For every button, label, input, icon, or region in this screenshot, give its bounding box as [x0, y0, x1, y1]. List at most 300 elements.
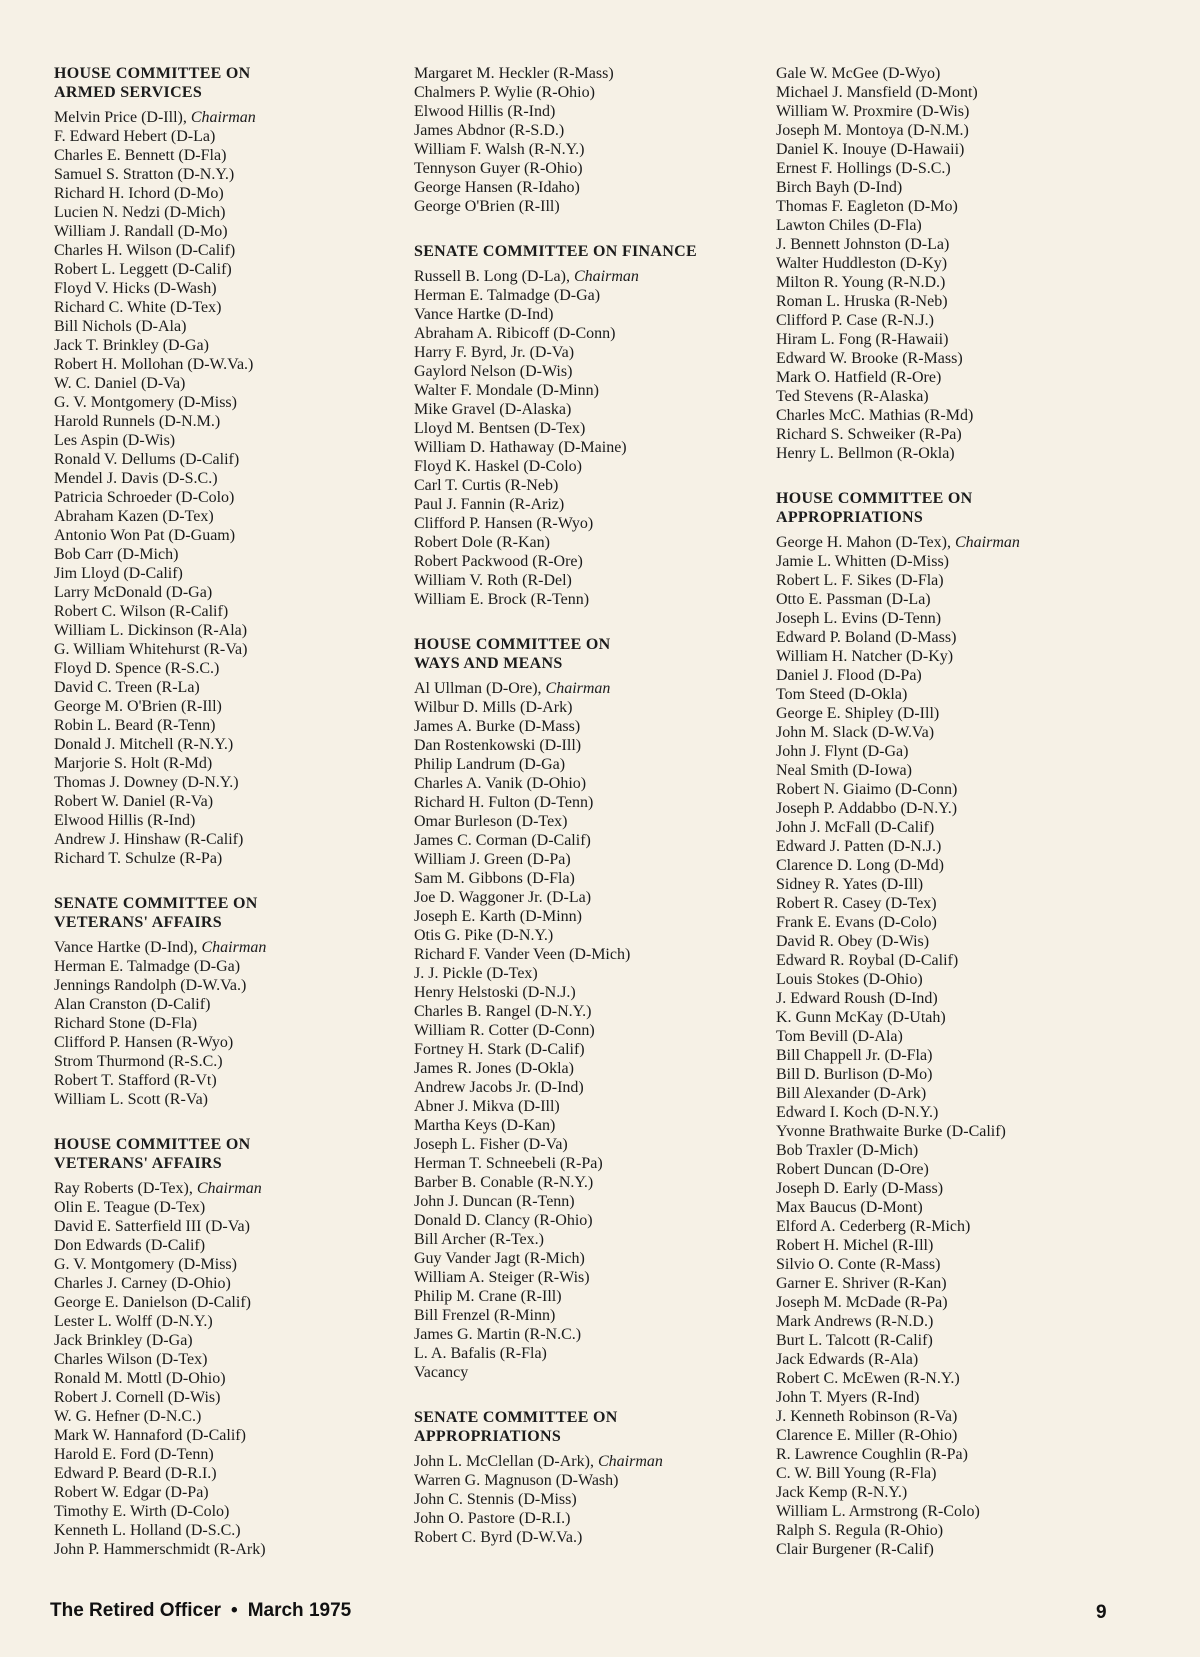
member-name: J. Edward Roush (D-Ind) — [776, 990, 938, 1007]
member-entry — [414, 926, 754, 945]
member-entry — [776, 894, 1116, 913]
member-entry — [776, 704, 1116, 723]
member-name: Robin L. Beard (R-Tenn) — [54, 717, 216, 734]
member-name: Henry L. Bellmon (R-Okla) — [776, 445, 955, 462]
member-entry — [776, 1293, 1116, 1312]
member-name: Joe D. Waggoner Jr. (D-La) — [414, 889, 592, 906]
member-entry — [776, 197, 1116, 216]
member-entry — [54, 1090, 394, 1109]
member-entry — [776, 818, 1116, 837]
member-entry — [54, 792, 394, 811]
member-name: William L. Armstrong (R-Colo) — [776, 1503, 980, 1520]
member-name: Tom Steed (D-Okla) — [776, 686, 908, 703]
member-name: Robert L. F. Sikes (D-Fla) — [776, 572, 944, 589]
member-name: Andrew Jacobs Jr. (D-Ind) — [414, 1079, 584, 1096]
committee-heading-line: APPROPRIATIONS — [414, 1428, 562, 1445]
member-entry — [54, 393, 394, 412]
member-name: Charles A. Vanik (D-Ohio) — [414, 775, 587, 792]
member-entry — [414, 400, 754, 419]
member-name: Bill Alexander (D-Ark) — [776, 1085, 927, 1102]
member-entry — [54, 374, 394, 393]
member-entry — [776, 1084, 1116, 1103]
member-name: Richard C. White (D-Tex) — [54, 299, 222, 316]
member-name: William L. Scott (R-Va) — [54, 1091, 208, 1108]
member-entry — [414, 590, 754, 609]
member-name: Clair Burgener (R-Calif) — [776, 1541, 934, 1558]
member-name: Otis G. Pike (D-N.Y.) — [414, 927, 554, 944]
member-entry — [54, 1052, 394, 1071]
member-entry — [776, 856, 1116, 875]
member-entry — [776, 1521, 1116, 1540]
member-name: John T. Myers (R-Ind) — [776, 1389, 920, 1406]
member-entry — [54, 678, 394, 697]
member-entry — [776, 273, 1116, 292]
member-entry — [414, 286, 754, 305]
member-name: Joseph D. Early (D-Mass) — [776, 1180, 944, 1197]
member-name: Dan Rostenkowski (D-Ill) — [414, 737, 582, 754]
member-entry — [776, 1008, 1116, 1027]
member-entry — [54, 1033, 394, 1052]
member-entry — [54, 526, 394, 545]
member-entry — [776, 761, 1116, 780]
member-entry — [54, 165, 394, 184]
member-entry — [776, 1160, 1116, 1179]
member-entry — [414, 1490, 754, 1509]
member-name: Robert C. Byrd (D-W.Va.) — [414, 1529, 583, 1546]
member-name: William R. Cotter (D-Conn) — [414, 1022, 595, 1039]
member-entry — [54, 1445, 394, 1464]
member-name: Sidney R. Yates (D-Ill) — [776, 876, 924, 893]
member-name: Elwood Hillis (R-Ind) — [54, 812, 196, 829]
member-entry — [776, 121, 1116, 140]
member-name: G. V. Montgomery (D-Miss) — [54, 394, 237, 411]
member-entry — [54, 1483, 394, 1502]
member-entry — [776, 932, 1116, 951]
member-entry — [414, 1173, 754, 1192]
member-entry — [414, 888, 754, 907]
member-entry — [54, 1331, 394, 1350]
member-name: Roman L. Hruska (R-Neb) — [776, 293, 948, 310]
member-entry — [414, 1078, 754, 1097]
member-name: Frank E. Evans (D-Colo) — [776, 914, 937, 931]
member-name: Robert W. Daniel (R-Va) — [54, 793, 214, 810]
member-role: Chairman — [201, 939, 267, 956]
member-entry — [54, 279, 394, 298]
member-name: Charles H. Wilson (D-Calif) — [54, 242, 236, 259]
member-entry — [414, 457, 754, 476]
member-entry — [776, 1179, 1116, 1198]
member-entry — [54, 146, 394, 165]
member-entry — [414, 419, 754, 438]
member-entry — [54, 1274, 394, 1293]
member-entry — [414, 343, 754, 362]
member-name: Vance Hartke (D-Ind), — [54, 939, 202, 956]
member-name: John J. Duncan (R-Tenn) — [414, 1193, 575, 1210]
member-entry — [414, 1097, 754, 1116]
member-name: Barber B. Conable (R-N.Y.) — [414, 1174, 594, 1191]
member-name: Ronald M. Mottl (D-Ohio) — [54, 1370, 226, 1387]
member-entry — [54, 1236, 394, 1255]
member-entry — [776, 1445, 1116, 1464]
member-entry — [54, 1369, 394, 1388]
member-name: J. J. Pickle (D-Tex) — [414, 965, 538, 982]
member-name: James G. Martin (R-N.C.) — [414, 1326, 582, 1343]
member-entry — [776, 140, 1116, 159]
committee-heading-line: SENATE COMMITTEE ON — [414, 1409, 618, 1426]
member-entry — [54, 716, 394, 735]
member-entry — [776, 1255, 1116, 1274]
member-entry — [776, 1027, 1116, 1046]
member-entry — [414, 102, 754, 121]
column-3 — [776, 64, 1116, 1585]
member-name: Jim Lloyd (D-Calif) — [54, 565, 183, 582]
member-name: Robert H. Michel (R-Ill) — [776, 1237, 934, 1254]
member-name: C. W. Bill Young (R-Fla) — [776, 1465, 937, 1482]
member-name: David C. Treen (R-La) — [54, 679, 200, 696]
member-entry — [414, 305, 754, 324]
committee-section — [54, 1135, 394, 1559]
member-name: Tennyson Guyer (R-Ohio) — [414, 160, 583, 177]
member-name: Abner J. Mikva (D-Ill) — [414, 1098, 560, 1115]
member-name: Lucien N. Nedzi (D-Mich) — [54, 204, 226, 221]
committee-heading-line: APPROPRIATIONS — [776, 509, 924, 526]
member-name: Mark W. Hannaford (D-Calif) — [54, 1427, 246, 1444]
member-entry — [414, 1059, 754, 1078]
member-entry — [776, 970, 1116, 989]
member-name: Jennings Randolph (D-W.Va.) — [54, 977, 247, 994]
member-name: Charles B. Rangel (D-N.Y.) — [414, 1003, 592, 1020]
member-entry — [54, 754, 394, 773]
member-name: Gale W. McGee (D-Wyo) — [776, 65, 941, 82]
member-entry — [414, 1040, 754, 1059]
member-entry — [776, 1388, 1116, 1407]
member-name: Clifford P. Hansen (R-Wyo) — [414, 515, 594, 532]
member-entry — [776, 1198, 1116, 1217]
member-entry — [776, 159, 1116, 178]
member-entry — [414, 1002, 754, 1021]
member-entry — [414, 774, 754, 793]
member-name: John C. Stennis (D-Miss) — [414, 1491, 577, 1508]
member-entry — [776, 1236, 1116, 1255]
member-name: Daniel J. Flood (D-Pa) — [776, 667, 922, 684]
member-name: Clarence D. Long (D-Md) — [776, 857, 944, 874]
member-role: Chairman — [545, 680, 611, 697]
member-entry — [776, 1331, 1116, 1350]
member-name: Hiram L. Fong (R-Hawaii) — [776, 331, 949, 348]
member-name: W. C. Daniel (D-Va) — [54, 375, 186, 392]
member-entry — [54, 849, 394, 868]
member-name: Robert N. Giaimo (D-Conn) — [776, 781, 958, 798]
member-entry — [776, 647, 1116, 666]
member-name: Jamie L. Whitten (D-Miss) — [776, 553, 950, 570]
member-name: L. A. Bafalis (R-Fla) — [414, 1345, 547, 1362]
member-name: Philip Landrum (D-Ga) — [414, 756, 566, 773]
member-entry — [414, 1528, 754, 1547]
member-name: Edward I. Koch (D-N.Y.) — [776, 1104, 939, 1121]
member-name: Robert C. McEwen (R-N.Y.) — [776, 1370, 960, 1387]
member-entry — [54, 1198, 394, 1217]
member-name: Elwood Hillis (R-Ind) — [414, 103, 556, 120]
member-name: Henry Helstoski (D-N.J.) — [414, 984, 576, 1001]
member-entry — [414, 1192, 754, 1211]
member-entry — [414, 1135, 754, 1154]
committee-heading-line: SENATE COMMITTEE ON — [54, 895, 258, 912]
member-entry — [414, 159, 754, 178]
member-name: William L. Dickinson (R-Ala) — [54, 622, 248, 639]
member-name: J. Kenneth Robinson (R-Va) — [776, 1408, 958, 1425]
member-name: Clifford P. Hansen (R-Wyo) — [54, 1034, 234, 1051]
member-entry — [776, 875, 1116, 894]
member-name: William J. Randall (D-Mo) — [54, 223, 228, 240]
member-name: Guy Vander Jagt (R-Mich) — [414, 1250, 585, 1267]
member-name: Samuel S. Stratton (D-N.Y.) — [54, 166, 235, 183]
member-entry — [414, 964, 754, 983]
member-entry — [54, 697, 394, 716]
member-entry — [54, 1179, 394, 1198]
member-name: Charles McC. Mathias (R-Md) — [776, 407, 974, 424]
member-name: Bill Nichols (D-Ala) — [54, 318, 187, 335]
member-name: Edward W. Brooke (R-Mass) — [776, 350, 963, 367]
member-entry — [54, 621, 394, 640]
member-entry — [54, 811, 394, 830]
member-entry — [776, 387, 1116, 406]
committee-section — [776, 489, 1116, 1559]
member-name: Ronald V. Dellums (D-Calif) — [54, 451, 240, 468]
member-entry — [414, 1249, 754, 1268]
member-name: William A. Steiger (R-Wis) — [414, 1269, 590, 1286]
member-name: Mark O. Hatfield (R-Ore) — [776, 369, 942, 386]
committee-section — [54, 64, 394, 868]
member-entry — [54, 336, 394, 355]
member-entry — [414, 1344, 754, 1363]
member-name: William W. Proxmire (D-Wis) — [776, 103, 970, 120]
member-name: Jack Edwards (R-Ala) — [776, 1351, 919, 1368]
member-entry — [54, 184, 394, 203]
member-name: Tom Bevill (D-Ala) — [776, 1028, 903, 1045]
member-entry — [776, 533, 1116, 552]
member-name: Burt L. Talcott (R-Calif) — [776, 1332, 933, 1349]
member-name: Clifford P. Case (R-N.J.) — [776, 312, 934, 329]
member-name: Don Edwards (D-Calif) — [54, 1237, 206, 1254]
member-entry — [414, 736, 754, 755]
member-name: Charles E. Bennett (D-Fla) — [54, 147, 227, 164]
member-name: Kenneth L. Holland (D-S.C.) — [54, 1522, 241, 1539]
member-entry — [54, 564, 394, 583]
member-name: Edward J. Patten (D-N.J.) — [776, 838, 942, 855]
member-entry — [776, 742, 1116, 761]
member-name: Thomas J. Downey (D-N.Y.) — [54, 774, 239, 791]
member-entry — [776, 552, 1116, 571]
member-entry — [414, 793, 754, 812]
member-name: David R. Obey (D-Wis) — [776, 933, 930, 950]
member-entry — [414, 140, 754, 159]
member-entry — [54, 1071, 394, 1090]
committee-heading — [54, 894, 394, 932]
member-name: Melvin Price (D-Ill), — [54, 109, 191, 126]
member-name: Edward P. Beard (D-R.I.) — [54, 1465, 217, 1482]
member-entry — [54, 1388, 394, 1407]
member-entry — [414, 869, 754, 888]
member-entry — [54, 1521, 394, 1540]
committee-heading-line: HOUSE COMMITTEE ON — [54, 65, 251, 82]
member-name: Paul J. Fannin (R-Ariz) — [414, 496, 565, 513]
member-entry — [54, 1426, 394, 1445]
member-name: George O'Brien (R-Ill) — [414, 198, 560, 215]
member-entry — [54, 317, 394, 336]
member-entry — [776, 989, 1116, 1008]
member-name: Michael J. Mansfield (D-Mont) — [776, 84, 978, 101]
member-name: George E. Shipley (D-Ill) — [776, 705, 940, 722]
member-name: James A. Burke (D-Mass) — [414, 718, 581, 735]
committee-heading-line: HOUSE COMMITTEE ON — [414, 636, 611, 653]
member-name: Vance Hartke (D-Ind) — [414, 306, 554, 323]
member-name: Chalmers P. Wylie (R-Ohio) — [414, 84, 595, 101]
publication-title: The Retired Officer — [50, 1600, 222, 1621]
footer-bullet: • — [231, 1600, 238, 1621]
member-entry — [776, 628, 1116, 647]
member-name: Charles Wilson (D-Tex) — [54, 1351, 208, 1368]
member-entry — [54, 995, 394, 1014]
member-name: Russell B. Long (D-La), — [414, 268, 574, 285]
member-name: J. Bennett Johnston (D-La) — [776, 236, 950, 253]
member-name: Bob Traxler (D-Mich) — [776, 1142, 919, 1159]
member-name: Harold E. Ford (D-Tenn) — [54, 1446, 214, 1463]
member-entry — [776, 609, 1116, 628]
member-name: Andrew J. Hinshaw (R-Calif) — [54, 831, 244, 848]
member-name: Silvio O. Conte (R-Mass) — [776, 1256, 941, 1273]
member-name: Edward R. Roybal (D-Calif) — [776, 952, 959, 969]
member-entry — [54, 1350, 394, 1369]
member-entry — [54, 488, 394, 507]
column-1 — [54, 64, 394, 1585]
member-entry — [414, 1509, 754, 1528]
member-entry — [414, 1211, 754, 1230]
member-name: Floyd D. Spence (R-S.C.) — [54, 660, 220, 677]
member-name: Ralph S. Regula (R-Ohio) — [776, 1522, 944, 1539]
member-entry — [54, 773, 394, 792]
member-name: Ernest F. Hollings (D-S.C.) — [776, 160, 951, 177]
committee-section — [414, 635, 754, 1382]
member-entry — [54, 1293, 394, 1312]
member-entry — [54, 659, 394, 678]
member-name: Abraham Kazen (D-Tex) — [54, 508, 214, 525]
member-entry — [54, 298, 394, 317]
member-entry — [776, 837, 1116, 856]
member-entry — [414, 514, 754, 533]
member-name: Harry F. Byrd, Jr. (D-Va) — [414, 344, 575, 361]
member-name: Jack Kemp (R-N.Y.) — [776, 1484, 908, 1501]
member-name: Warren G. Magnuson (D-Wash) — [414, 1472, 619, 1489]
member-entry — [776, 780, 1116, 799]
member-name: Walter F. Mondale (D-Minn) — [414, 382, 599, 399]
committee-section — [414, 242, 754, 609]
member-name: John L. McClellan (D-Ark), — [414, 1453, 598, 1470]
member-entry — [414, 1230, 754, 1249]
member-entry — [414, 1452, 754, 1471]
member-name: Richard H. Fulton (D-Tenn) — [414, 794, 594, 811]
member-name: William V. Roth (R-Del) — [414, 572, 572, 589]
member-name: Mark Andrews (R-N.D.) — [776, 1313, 934, 1330]
member-entry — [776, 292, 1116, 311]
member-entry — [776, 590, 1116, 609]
member-entry — [776, 1369, 1116, 1388]
member-name: John P. Hammerschmidt (R-Ark) — [54, 1541, 266, 1558]
committee-heading — [414, 242, 754, 261]
member-name: Robert H. Mollohan (D-W.Va.) — [54, 356, 254, 373]
member-name: Bill D. Burlison (D-Mo) — [776, 1066, 933, 1083]
member-name: David E. Satterfield III (D-Va) — [54, 1218, 250, 1235]
member-entry — [776, 330, 1116, 349]
member-entry — [776, 1464, 1116, 1483]
member-entry — [776, 444, 1116, 463]
member-name: William F. Walsh (R-N.Y.) — [414, 141, 585, 158]
member-name: George H. Mahon (D-Tex), — [776, 534, 955, 551]
member-name: Joseph L. Evins (D-Tenn) — [776, 610, 942, 627]
member-entry — [54, 355, 394, 374]
member-entry — [54, 1217, 394, 1236]
member-entry — [414, 1021, 754, 1040]
member-name: Vacancy — [414, 1364, 469, 1381]
member-name: Joseph M. McDade (R-Pa) — [776, 1294, 948, 1311]
committee-heading — [414, 635, 754, 673]
committee-heading — [414, 1408, 754, 1446]
member-name: Donald J. Mitchell (R-N.Y.) — [54, 736, 234, 753]
member-entry — [54, 507, 394, 526]
member-entry — [776, 951, 1116, 970]
member-entry — [414, 831, 754, 850]
member-name: Abraham A. Ribicoff (D-Conn) — [414, 325, 616, 342]
member-name: William H. Natcher (D-Ky) — [776, 648, 954, 665]
member-name: Robert T. Stafford (R-Vt) — [54, 1072, 217, 1089]
member-entry — [54, 108, 394, 127]
member-name: Alan Cranston (D-Calif) — [54, 996, 211, 1013]
member-entry — [414, 362, 754, 381]
member-name: Bill Frenzel (R-Minn) — [414, 1307, 556, 1324]
member-entry — [414, 495, 754, 514]
member-entry — [414, 178, 754, 197]
member-entry — [414, 812, 754, 831]
member-name: Richard T. Schulze (R-Pa) — [54, 850, 223, 867]
member-entry — [776, 685, 1116, 704]
member-name: Richard Stone (D-Fla) — [54, 1015, 198, 1032]
member-entry — [54, 1255, 394, 1274]
committee-heading-line: SENATE COMMITTEE ON FINANCE — [414, 243, 697, 260]
member-name: James R. Jones (D-Okla) — [414, 1060, 574, 1077]
member-entry — [54, 1502, 394, 1521]
member-name: Strom Thurmond (R-S.C.) — [54, 1053, 223, 1070]
member-name: Robert Duncan (D-Ore) — [776, 1161, 929, 1178]
member-name: G. William Whitehurst (R-Va) — [54, 641, 248, 658]
member-name: Richard H. Ichord (D-Mo) — [54, 185, 224, 202]
member-name: Richard F. Vander Veen (D-Mich) — [414, 946, 631, 963]
member-entry — [414, 552, 754, 571]
member-entry — [414, 1268, 754, 1287]
member-name: Sam M. Gibbons (D-Fla) — [414, 870, 575, 887]
member-name: Neal Smith (D-Iowa) — [776, 762, 912, 779]
member-entry — [776, 1122, 1116, 1141]
member-entry — [54, 1540, 394, 1559]
committee-heading-line: VETERANS' AFFAIRS — [54, 914, 222, 931]
member-entry — [54, 469, 394, 488]
member-entry — [414, 983, 754, 1002]
member-entry — [776, 254, 1116, 273]
committee-heading-line: VETERANS' AFFAIRS — [54, 1155, 222, 1172]
committee-heading — [54, 1135, 394, 1173]
page-number: 9 — [1096, 1602, 1107, 1623]
member-entry — [54, 241, 394, 260]
member-name: Lloyd M. Bentsen (D-Tex) — [414, 420, 586, 437]
member-name: Lester L. Wolff (D-N.Y.) — [54, 1313, 213, 1330]
